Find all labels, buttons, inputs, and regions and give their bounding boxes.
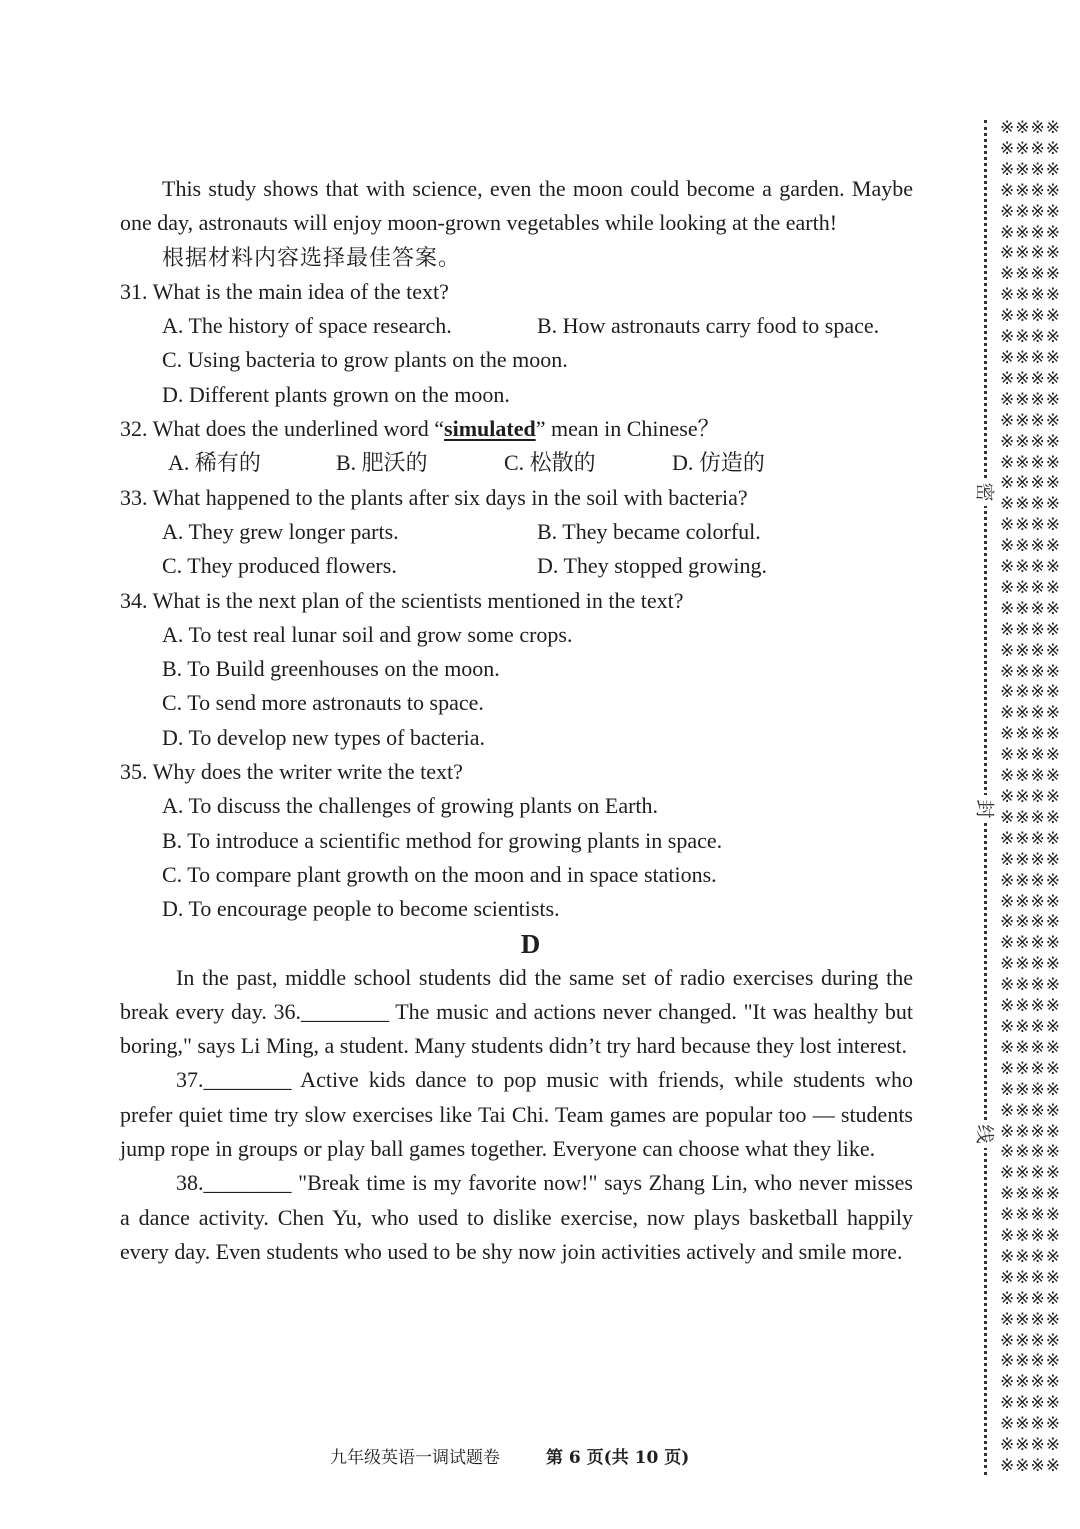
question-32-stem-after: ” mean in Chinese？ [535,416,720,442]
footer-page-info: 第 6 页(共 10 页) [546,1448,690,1468]
question-34-option-b: B. To Build greenhouses on the moon. [162,656,500,682]
question-33-option-d: D. They stopped growing. [537,553,767,579]
question-33-options-cd [120,549,913,583]
question-34-option-a: A. To test real lunar soil and grow some crops. [162,621,573,647]
underlined-keyword: simulated [444,416,536,442]
question-32-option-c: C. 松散的 [504,450,596,476]
section-d-paragraph-2: 37.________ Active kids dance to pop music with friends, while students who prefer quiet time try slow exercises like Tai Chi. Team games are popular too — students jump rope in groups or play ball games together. Everyone can choose what they like. [120,1067,913,1162]
question-32-stem [120,412,913,446]
question-33-option-c: C. They produced flowers. [162,553,397,579]
page-content [120,172,913,1269]
question-33-option-a: A. They grew longer parts. [162,518,399,544]
section-d-paragraph-1: In the past, middle school students did the same set of radio exercises during the break every day. 36.________ The music and actions never changed. "It was healthy but boring," says Li Ming, a student. Many students didn’t try hard because they lost interest. [120,964,913,1059]
section-d-title: D [520,928,543,959]
section-d-paragraph-3: 38.________ "Break time is my favorite now!" says Zhang Lin, who never misses a dance activity. Chen Yu, who used to dislike exercise, now plays basketball happily every day. Even students who used to be shy now join activities actively and smile more. [120,1170,913,1264]
question-31-options-ab [120,309,913,343]
question-31-option-d: D. Different plants grown on the moon. [162,381,510,407]
binding-mark-seal: 密 [971,478,999,506]
question-32-option-b: B. 肥沃的 [336,450,428,476]
question-35-option-b: B. To introduce a scientific method for growing plants in space. [162,827,723,853]
question-33-options-ab [120,515,913,549]
question-34-option-d: D. To develop new types of bacteria. [162,724,486,750]
binding-pattern: ※※※※ ※※※※ ※※※※ ※※※※ ※※※※ ※※※※ ※※※※ ※※※※ ※※※※ ※※※※ ※※※※ ※※※※ ※※※※ ※※※※ ※※※※ ※※※※ ※※※※ ※※※※ ※※※※ ※※※※ ※※※※ ※※※※ ※※※※ ※※※※ ※※※※ ※※※※ ※※※※ ※※※※ ※※※※ ※※※※ ※※※※ ※※※※ ※※※※ ※※※※ ※※※※ ※※※※ ※※※※ ※※※※ ※※※※ ※※※※ ※※※※ ※※※※ ※※※※ ※※※※ ※※※※ ※※※※ ※※※※ ※※※※ ※※※※ ※※※※ ※※※※ ※※※※ ※※※※ ※※※※ ※※※※ ※※※※ ※※※※ ※※※※ ※※※※ ※※※※ ※※※※ ※※※※ ※※※※ ※※※※ ※※※※ [1000,118,1061,1476]
footer-exam-name: 九年级英语一调试题卷 [330,1448,500,1468]
question-33-stem: 33. What happened to the plants after six days in the soil with bacteria? [120,484,748,510]
question-31-stem: 31. What is the main idea of the text? [120,278,449,304]
question-34-stem: 34. What is the next plan of the scientists mentioned in the text? [120,587,684,613]
question-35-option-a: A. To discuss the challenges of growing plants on Earth. [162,793,659,819]
question-32-stem-before: 32. What does the underlined word “ [120,416,445,442]
question-31-option-b: B. How astronauts carry food to space. [537,313,880,339]
question-instruction: 根据材料内容选择最佳答案。 [162,244,462,270]
passage-closing-paragraph: This study shows that with science, even the moon could become a garden. Maybe one day, astronauts will enjoy moon-grown vegetables while looking at the earth! [120,176,913,236]
question-35-option-c: C. To compare plant growth on the moon and in space stations. [162,861,717,887]
binding-mark-line: 线 [971,1120,999,1148]
question-35-option-d: D. To encourage people to become scientists. [162,896,560,922]
question-32-option-a: A. 稀有的 [168,450,261,476]
question-32-options [120,446,913,480]
question-31-option-c: C. Using bacteria to grow plants on the moon. [162,347,568,373]
page-footer [330,1443,750,1468]
question-32-option-d: D. 仿造的 [672,450,765,476]
question-34-option-c: C. To send more astronauts to space. [162,690,484,716]
question-35-stem: 35. Why does the writer write the text? [120,759,463,785]
question-33-option-b: B. They became colorful. [537,518,761,544]
question-31-option-a: A. The history of space research. [162,313,452,339]
binding-mark-envelope: 封 [971,795,999,823]
